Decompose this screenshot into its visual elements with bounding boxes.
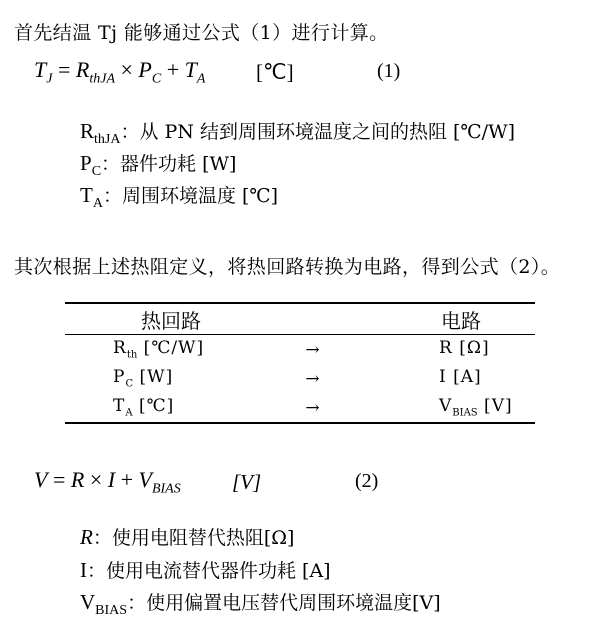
eq2-def-i: I：使用电流替代器件功耗 [A] <box>80 558 331 582</box>
header-thermal-circuit: 热回路 <box>65 303 273 335</box>
electrical-cell: $V_{BIAS}$ [V] <box>353 393 535 423</box>
eq1-number: (1) <box>377 60 401 82</box>
eq1-def-rthja: $R_{thJA}$：从 PN 结到周围环境温度之间的热阻 [℃/W] <box>80 119 516 148</box>
thermal-cell: $P_C$ [W] <box>113 367 174 390</box>
arrow-icon: → <box>305 368 321 389</box>
eq2-number: (2) <box>355 470 379 492</box>
intro-paragraph: 首先结温 Tj 能够通过公式（1）进行计算。 <box>14 22 389 44</box>
arrow-icon: → <box>273 393 353 423</box>
eq2-def-vbias: $V_{BIAS}$：使用偏置电压替代周围环境温度[V] <box>80 590 441 619</box>
header-electrical-circuit: 电路 <box>353 303 535 335</box>
eq2-unit: [V] <box>232 470 262 494</box>
equation-1: $T_J = R_{thJA} \times P_C + T_A$ <box>34 57 206 87</box>
eq1-ta: $T_A$ <box>184 57 206 87</box>
thermal-cell: $T_A$ [℃] <box>65 393 273 423</box>
header-spacer <box>273 303 353 335</box>
eq1-unit: [℃] <box>256 60 294 84</box>
eq2-def-r: R：使用电阻替代热阻[Ω] <box>80 525 295 549</box>
table-header-row <box>65 303 535 335</box>
table-row <box>65 393 535 423</box>
eq1-def-pc: $P_C$：器件功耗 [W] <box>80 151 237 180</box>
electrical-cell: I [A] <box>439 367 482 388</box>
arrow-icon: → <box>305 339 321 360</box>
electrical-cell: R [Ω] <box>439 338 490 359</box>
table-row <box>65 335 535 365</box>
table-row <box>65 364 535 393</box>
eq2-vbias: $V_{BIAS}$ <box>138 467 181 497</box>
transition-paragraph: 其次根据上述热阻定义，将热回路转换为电路，得到公式（2）。 <box>14 256 561 278</box>
eq1-def-ta: $T_A$：周围环境温度 [℃] <box>80 183 279 212</box>
equation-2: $V = R \times I + V_{BIAS}$ <box>34 467 181 497</box>
eq1-rth: $R_{thJA}$ <box>75 57 115 87</box>
eq1-pc: $P_C$ <box>138 57 162 87</box>
eq1-lhs: $T_J$ <box>34 57 53 87</box>
thermal-cell: $R_{th}$ [℃/W] <box>113 338 205 361</box>
thermal-electrical-mapping-table <box>65 302 535 424</box>
